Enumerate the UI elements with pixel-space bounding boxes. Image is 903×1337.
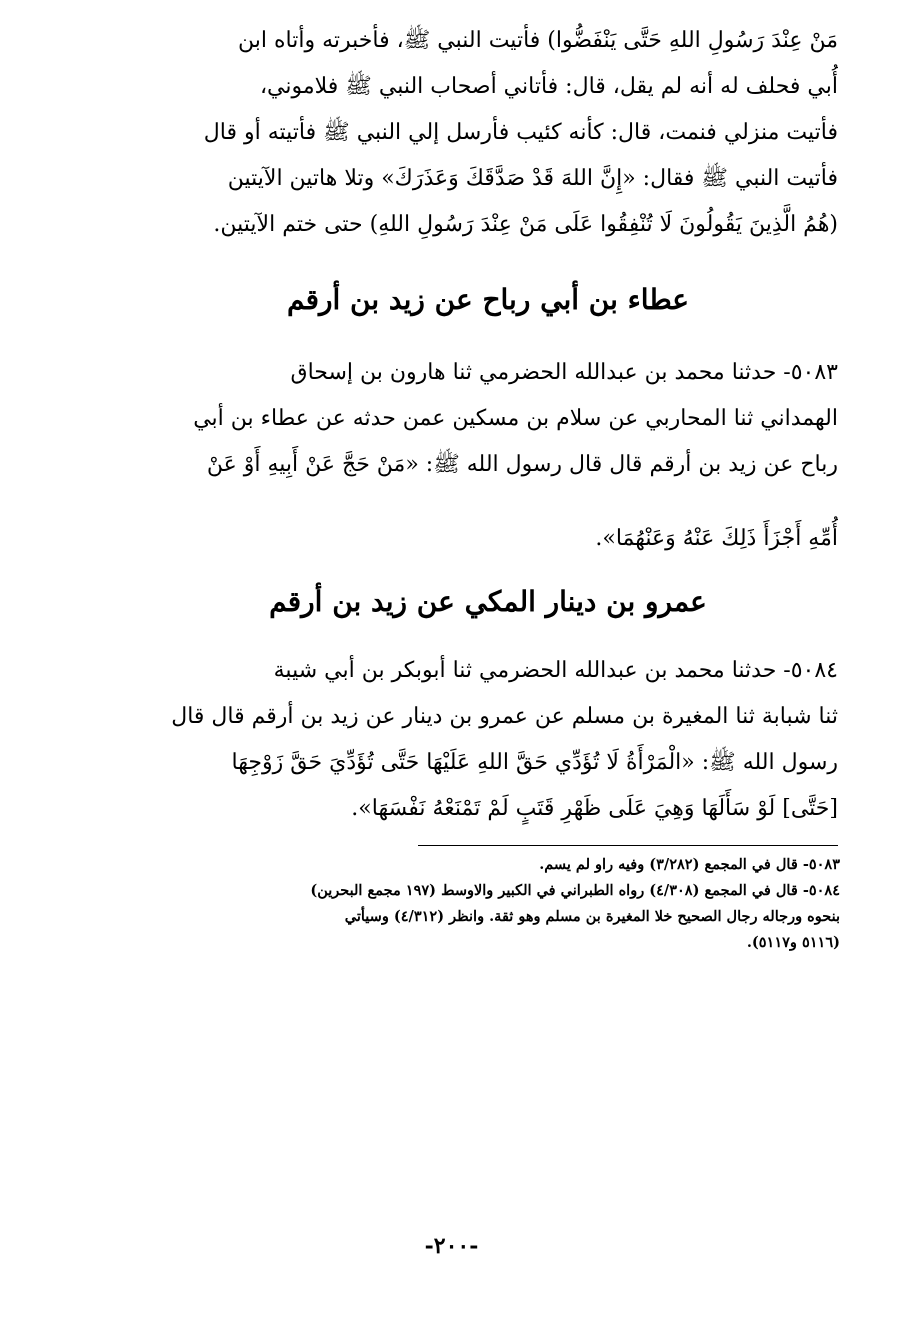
hadith-line: رباح عن زيد بن أرقم قال قال رسول الله ﷺ: «مَنْ حَجَّ عَنْ أَبِيهِ أَوْ عَنْ (206, 452, 838, 477)
intro-line: أُبي فحلف له أنه لم يقل، قال: فأتاني أصحاب النبي ﷺ فلاموني، (259, 74, 838, 99)
hadith-line: رسول الله ﷺ: «الْمَرْأَةُ لَا تُؤَدِّي حَقَّ اللهِ عَلَيْهَا حَتَّى تُؤَدِّيَ حَقَّ زَوْجِهَا (231, 750, 838, 775)
intro-line: (هُمُ الَّذِينَ يَقُولُونَ لَا تُنْفِقُوا عَلَى مَنْ عِنْدَ رَسُولِ اللهِ) حتى ختم الآيتين. (213, 212, 838, 237)
intro-line: مَنْ عِنْدَ رَسُولِ اللهِ حَتَّى يَنْفَضُّوا) فأتيت النبي ﷺ، فأخبرته وأتاه ابن (238, 28, 838, 53)
hadith-line: أُمِّهِ أَجْزَأَ ذَلِكَ عَنْهُ وَعَنْهُمَا». (595, 526, 838, 551)
footnote-line: ٥٠٨٤- قال في المجمع (٤/٣٠٨) رواه الطبراني في الكبير والاوسط (١٩٧ مجمع البحرين) (310, 882, 840, 899)
footnote-line: ٥٠٨٣- قال في المجمع (٣/٢٨٢) وفيه راو لم يسم. (539, 856, 840, 873)
hadith-line: ثنا شبابة ثنا المغيرة بن مسلم عن عمرو بن دينار عن زيد بن أرقم قال قال (171, 704, 838, 729)
section-heading-amr: عمرو بن دينار المكي عن زيد بن أرقم (269, 585, 707, 618)
hadith-5083 (138, 350, 838, 562)
footnote-line: بنحوه ورجاله رجال الصحيح خلا المغيرة بن مسلم وهو ثقة. وانظر (٤/٣١٢) وسيأتي (344, 908, 840, 925)
intro-line: فأتيت النبي ﷺ فقال: «إِنَّ اللهَ قَدْ صَدَّقَكَ وَعَذَرَكَ» وتلا هاتين الآيتين (227, 166, 838, 191)
hadith-line: الهمداني ثنا المحاربي عن سلام بن مسكين عمن حدثه عن عطاء بن أبي (193, 406, 838, 431)
hadith-line: ٥٠٨٣- حدثنا محمد بن عبدالله الحضرمي ثنا هارون بن إسحاق (290, 360, 838, 385)
hadith-line: ٥٠٨٤- حدثنا محمد بن عبدالله الحضرمي ثنا أبوبكر بن أبي شيبة (273, 658, 838, 683)
hadith-line: [حَتَّى] لَوْ سَأَلَهَا وَهِيَ عَلَى ظَهْرِ قَتَبٍ لَمْ تَمْنَعْهُ نَفْسَهَا». (351, 796, 838, 821)
section-heading-ata: عطاء بن أبي رباح عن زيد بن أرقم (286, 283, 689, 316)
intro-paragraph (138, 18, 838, 248)
hadith-5084 (138, 648, 838, 832)
footnotes (160, 852, 840, 956)
footnote-line: (٥١١٦ و٥١١٧). (746, 934, 840, 951)
intro-line: فأتيت منزلي فنمت، قال: كأنه كئيب فأرسل إلي النبي ﷺ فأتيته أو قال (203, 120, 838, 145)
footnote-divider (418, 845, 838, 846)
page-number: -٢٠٠- (424, 1233, 479, 1259)
